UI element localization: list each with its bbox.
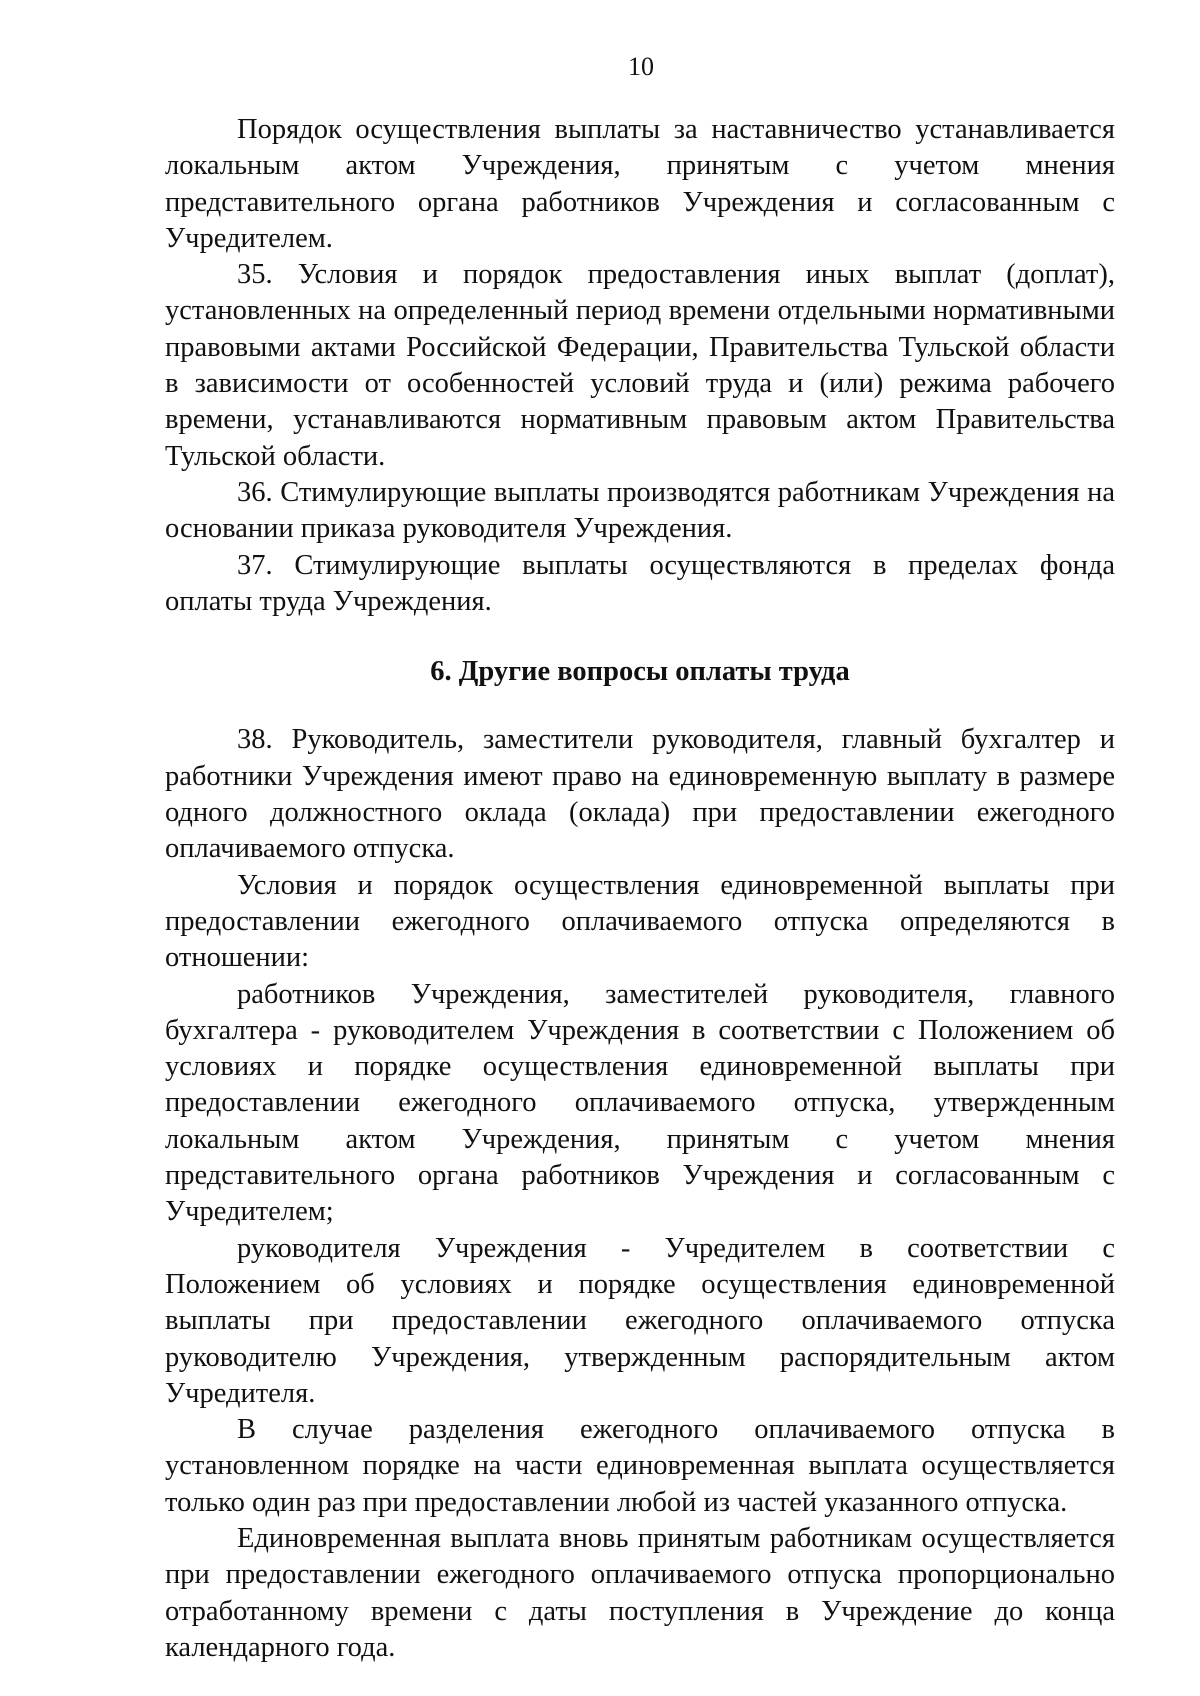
paragraph-38: 38. Руководитель, заместители руководителя, главный бухгалтер и работники Учреждения имеют право на единовременную выплату в размере одного должностного оклада (оклада) при предоставлении ежегодного оплачиваемого отпуска. — [165, 724, 1115, 865]
paragraph-conditions: Условия и порядок осуществления единовременной выплаты при предоставлении ежегодного оплачиваемого отпуска определяются в отношении: — [165, 869, 1115, 974]
paragraph-new-workers: Единовременная выплата вновь принятым работникам осуществляется при предоставлении ежегодного оплачиваемого отпуска пропорционально отработанному времени с даты поступления в Учреждение до конца календарного года. — [165, 1522, 1115, 1663]
paragraph-35: 35. Условия и порядок предоставления иных выплат (доплат), установленных на определенный период времени отдельными нормативными правовыми актами Российской Федерации, Правительства Тульской области в зависимости от особенностей условий труда и (или) режима рабочего времени, устанавливаются нормативным правовым актом Правительства Тульской области. — [165, 259, 1115, 472]
paragraph-mentoring-procedure: Порядок осуществления выплаты за наставничество устанавливается локальным актом Учреждения, принятым с учетом мнения представительного органа работников Учреждения и согласованным с Учредителем. — [165, 114, 1115, 254]
section-title: 6. Другие вопросы оплаты труда — [430, 656, 850, 688]
paragraph-37: 37. Стимулирующие выплаты осуществляются в пределах фонда оплаты труда Учреждения. — [165, 549, 1115, 617]
paragraph-division: В случае разделения ежегодного оплачиваемого отпуска в установленном порядке на части единовременная выплата осуществляется только один раз при предоставлении любой из частей указанного отпуска. — [165, 1414, 1115, 1518]
paragraph-36: 36. Стимулирующие выплаты производятся работникам Учреждения на основании приказа руководителя Учреждения. — [165, 476, 1115, 545]
paragraph-workers: работников Учреждения, заместителей руководителя, главного бухгалтера - руководителем Учреждения в соответствии с Положением об условиях и порядке осуществления единовременной выплаты при предоставлении ежегодного оплачиваемого отпуска, утвержденным локальным актом Учреждения, принятым с учетом мнения представительного органа работников Учреждения и согласованным с Учредителем; — [165, 978, 1115, 1228]
paragraph-director: руководителя Учреждения - Учредителем в соответствии с Положением об условиях и порядке осуществления единовременной выплаты при предоставлении ежегодного оплачиваемого отпуска руководителю Учреждения, утвержденным распорядительным актом Учредителя. — [165, 1232, 1115, 1409]
page-number: 10 — [628, 52, 654, 81]
document-body — [165, 112, 1115, 1666]
